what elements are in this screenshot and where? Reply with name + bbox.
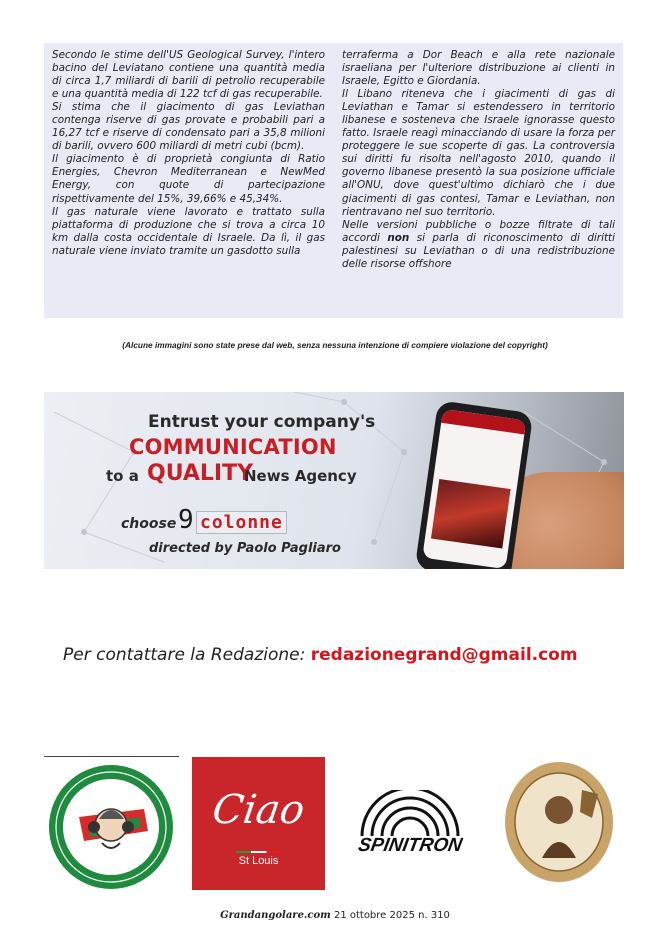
italian-flag-stripe bbox=[236, 851, 282, 853]
columbus-medal-graphic bbox=[502, 760, 616, 884]
banner-line-highlight: QUALITY bbox=[147, 461, 254, 486]
footer-brand: Grandangolare.com bbox=[220, 910, 331, 921]
article-paragraph: terraferma a Dor Beach e alla rete nazionale israeliana per l'ulteriore distribuzione ai clienti in Israele, Egitto e Giordania. bbox=[342, 49, 615, 88]
article-paragraph: Il giacimento è di proprietà congiunta di Ratio Energies, Chevron Mediterranean e NewMed Energy, con quote di partecipazione rispettivamente del 15%, 39,66% e 45,34%. bbox=[52, 153, 325, 205]
article-paragraph: Il Libano riteneva che i giacimenti di gas di Leviathan e Tamar si estendessero in territorio libanese e sosteneva che Israele ignorasse questo fatto. Israele reagì minacciando di usare la forza per proteggere le sue scoperte di gas. La controversia sui diritti fu risolta nell'agosto 2010, quando il governo libanese presentò la sua posizione ufficiale all'ONU, dove quest'ultimo dichiarò che i due giacimenti di gas contesi, Tamar e Leviathan, non rientravano nel suo territorio. bbox=[342, 88, 615, 218]
page-footer bbox=[0, 910, 670, 921]
spinitron-logo[interactable] bbox=[342, 790, 478, 862]
radio-italia-cleveland-logo[interactable] bbox=[44, 756, 179, 892]
vinyl-record-icon bbox=[342, 790, 478, 840]
article-left-column bbox=[52, 49, 325, 271]
text-fragment: si parla di riconoscimento di diritti palestinesi su Leviathan o di una redistribuzione delle risorse offshore bbox=[342, 231, 615, 270]
phone-screen bbox=[422, 409, 526, 569]
banner-line: News Agency bbox=[244, 467, 357, 485]
banner-line: to a bbox=[106, 467, 139, 485]
bold-fragment: non bbox=[387, 231, 410, 244]
banner-headline bbox=[44, 392, 384, 569]
contact-line bbox=[63, 645, 578, 665]
ad-banner[interactable] bbox=[44, 392, 624, 569]
banner-logo-word: colonne bbox=[196, 511, 287, 534]
contact-email-link[interactable]: redazionegrand@gmail.com bbox=[310, 645, 578, 665]
ciao-city-label: St Louis bbox=[238, 855, 279, 867]
radio-logo-graphic bbox=[44, 757, 179, 892]
banner-line-highlight: COMMUNICATION bbox=[129, 435, 337, 459]
spinitron-wordmark: SPINITRON bbox=[356, 835, 464, 856]
banner-line: directed by Paolo Pagliaro bbox=[149, 541, 341, 556]
article-paragraph: Il gas naturale viene lavorato e trattato sulla piattaforma di produzione che si trova a circa 10 km dalla costa occidentale di Israele. Da lì, il gas naturale viene inviato tramite un gasdotto sulla bbox=[52, 205, 325, 257]
contact-label: Per contattare la Redazione: bbox=[63, 645, 306, 665]
columbus-international-award-logo[interactable] bbox=[502, 760, 616, 884]
phone-article-image bbox=[431, 479, 511, 548]
ciao-wordmark: Ciao bbox=[209, 787, 308, 833]
banner-logo-number: 9 bbox=[178, 505, 194, 535]
article-right-column bbox=[342, 49, 615, 271]
text-fragment: Nelle versioni pubbliche o bozze filtrate di tali accordi bbox=[342, 218, 615, 244]
article-paragraph: Si stima che il giacimento di gas Leviathan contenga riserve di gas provate e probabili pari a 16,27 tcf e riserve di condensato pari a 35,8 milioni di barili, ovvero 600 miliardi di metri cubi (bcm). bbox=[52, 101, 325, 153]
footer-issue-info: 21 ottobre 2025 n. 310 bbox=[333, 910, 450, 921]
banner-line: Entrust your company's bbox=[148, 412, 376, 432]
phone-header-bar bbox=[441, 409, 526, 435]
article-paragraph: Secondo le stime dell'US Geological Survey, l'intero bacino del Leviatano contiene una quantità media di circa 1,7 miliardi di barili di petrolio recuperabile e una quantità media di 122 tcf di gas recuperabile. bbox=[52, 49, 325, 101]
copyright-note: (Alcune immagini sono state prese dal web, senza nessuna intenzione di compiere violazione del copyright) bbox=[122, 340, 548, 350]
ciao-st-louis-logo[interactable] bbox=[192, 757, 325, 890]
banner-line: choose bbox=[121, 516, 177, 532]
article-paragraph-last bbox=[342, 219, 615, 271]
article-box bbox=[44, 43, 623, 318]
